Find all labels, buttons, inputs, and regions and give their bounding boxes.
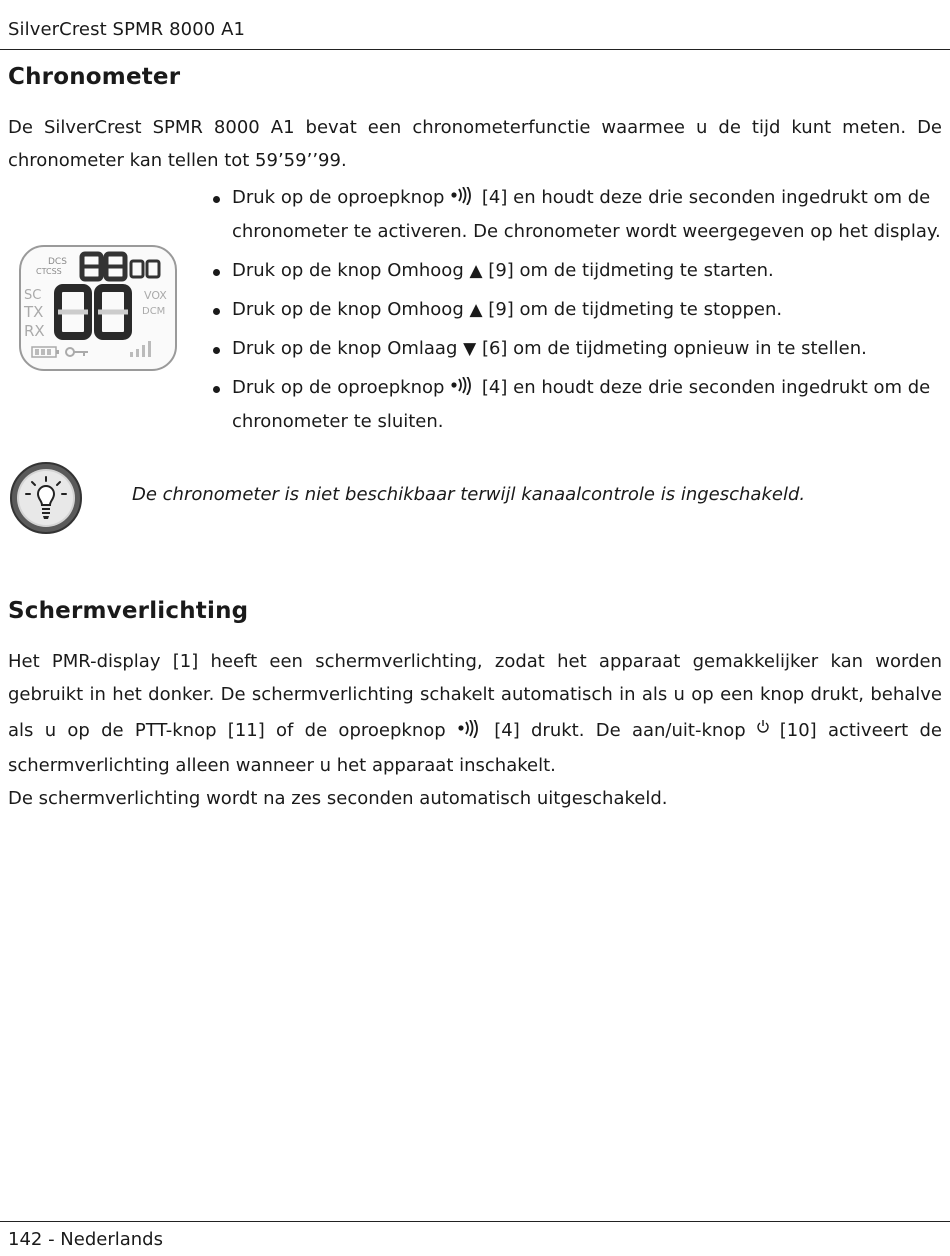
section-title-chronometer: Chronometer: [8, 64, 181, 90]
up-arrow-icon: ▲: [469, 261, 483, 281]
chronometer-step: [213, 372, 943, 438]
section-title-schermverlichting: Schermverlichting: [8, 598, 249, 624]
lightbulb-tip-icon: [8, 460, 84, 536]
bullet-dot: [213, 196, 220, 203]
lcd-label-vox: VOX: [144, 289, 167, 302]
chronometer-step: [213, 255, 943, 287]
backlight-paragraph: [8, 645, 942, 782]
step-text-before: Druk op de oproepknop: [232, 377, 445, 398]
tip-note: De chronometer is niet beschikbaar terwijl kanaalcontrole is ingeschakeld.: [132, 484, 806, 505]
step-text-before: Druk op de knop Omlaag: [232, 338, 458, 359]
call-icon: [450, 374, 476, 406]
up-arrow-icon: ▲: [469, 300, 483, 320]
step-text-after: [6] om de tijdmeting opnieuw in te stellen.: [481, 338, 867, 359]
lcd-label-rx: RX: [24, 322, 45, 340]
step-text-after: [9] om de tijdmeting te starten.: [488, 260, 774, 281]
lcd-label-dcs: DCS: [48, 257, 67, 267]
footer-rule: [0, 1221, 950, 1222]
chronometer-step: [213, 182, 943, 248]
down-arrow-icon: ▼: [463, 339, 477, 359]
bullet-dot: [213, 308, 220, 315]
step-text-after: [9] om de tijdmeting te stoppen.: [488, 299, 783, 320]
chronometer-steps: [213, 182, 943, 445]
step-text-before: Druk op de oproepknop: [232, 187, 445, 208]
step-text-before: Druk op de knop Omhoog: [232, 299, 464, 320]
lcd-label-tx: TX: [24, 303, 44, 321]
lcd-label-ctcss: CTCSS: [36, 267, 62, 276]
call-icon: [457, 716, 483, 749]
chronometer-step: [213, 294, 943, 326]
step-text-before: Druk op de knop Omhoog: [232, 260, 464, 281]
page-footer: 142 - Nederlands: [8, 1229, 163, 1250]
chronometer-intro: De SilverCrest SPMR 8000 A1 bevat een chronometerfunctie waarmee u de tijd kunt meten. De chronometer kan tellen tot 59’59’’99.: [8, 117, 942, 171]
chronometer-step: [213, 333, 943, 365]
bullet-dot: [213, 386, 220, 393]
bullet-dot: [213, 269, 220, 276]
bullet-dot: [213, 347, 220, 354]
lcd-label-sc: SC: [24, 288, 42, 303]
backlight-text-b: [4] drukt. De aan/uit-knop: [494, 720, 746, 741]
header-rule: [0, 49, 950, 50]
lcd-display-illustration: [18, 244, 178, 372]
step-text-after: [4] en houdt deze drie seconden ingedrukt om de chronometer te sluiten.: [232, 377, 931, 432]
power-icon: [756, 711, 770, 744]
running-header: SilverCrest SPMR 8000 A1: [8, 19, 246, 40]
backlight-text-a: Het PMR-display [1] heeft een schermverlichting, zodat het apparaat gemakkelijker kan worden gebruikt in het donker. De schermverlichting schakelt automatisch in als u op een knop drukt, behalve als u op de PTT-knop [11] of de oproepknop: [8, 651, 942, 741]
lcd-label-dcm: DCM: [142, 306, 166, 317]
call-icon: [450, 184, 476, 216]
backlight-timeout: De schermverlichting wordt na zes seconden automatisch uitgeschakeld.: [8, 788, 668, 809]
backlight-text-c: [10] activeert de schermverlichting alleen wanneer u het apparaat inschakelt.: [8, 720, 942, 776]
step-text-after: [4] en houdt deze drie seconden ingedrukt om de chronometer te activeren. De chronometer wordt weergegeven op het display.: [232, 187, 941, 242]
